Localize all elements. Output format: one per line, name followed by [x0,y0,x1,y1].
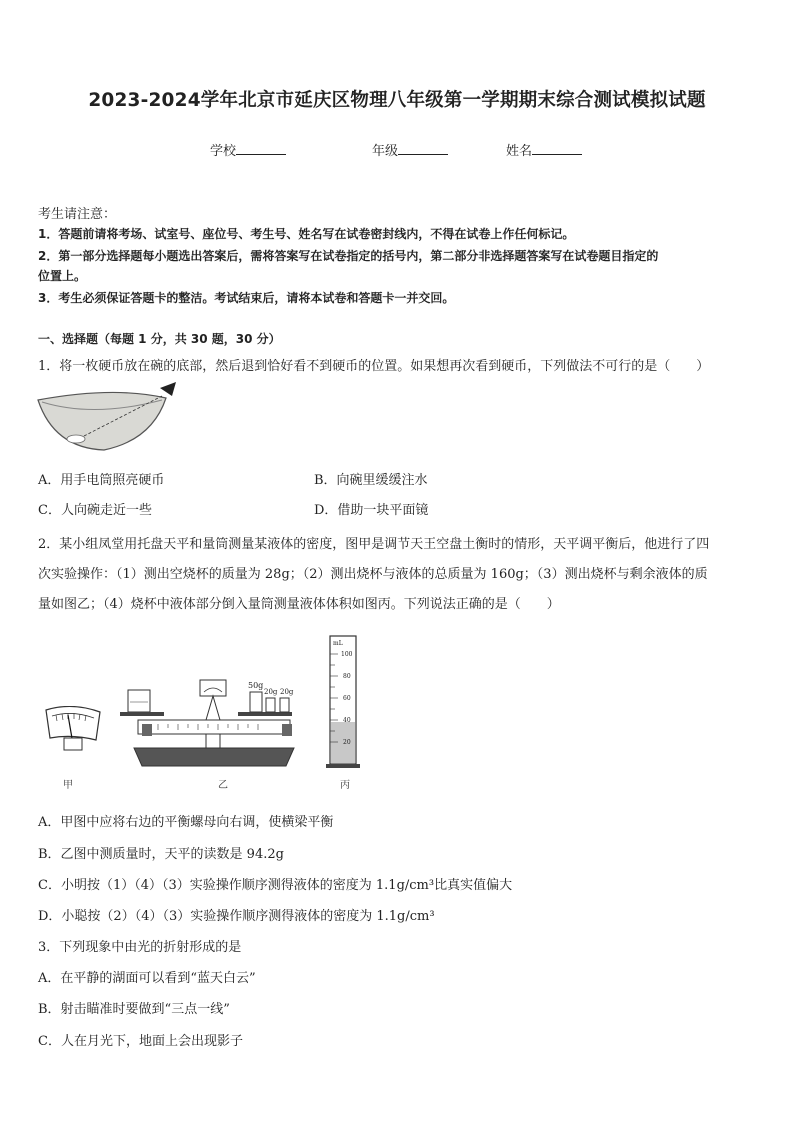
section-heading: 一、选择题（每题 1 分，共 30 题，30 分） [38,332,281,346]
notice-item-2-cont: 位置上。 [38,269,87,283]
grade-blank [398,142,448,155]
figure-label-yi: 乙 [218,780,228,791]
q1-option-c: C．人向碗走近一些 [38,503,152,518]
weight-label-1: 50g [248,681,264,690]
weight-label-3: 20g [280,688,294,696]
q3-stem: 3．下列现象中由光的折射形成的是 [38,940,242,955]
cylinder-figure [322,630,364,770]
figure-label-jia: 甲 [63,780,73,791]
q1-option-a: A．用手电筒照亮硬币 [38,473,165,488]
notice-item-1: 1．答题前请将考场、试室号、座位号、考生号、姓名写在试卷密封线内，不得在试卷上作任何标记。 [38,227,575,241]
school-label: 学校 [210,144,237,159]
q1-option-d: D．借助一块平面镜 [314,503,429,518]
cylinder-tick-20: 20 [343,739,351,746]
q2-option-c: C．小明按（1）（4）（3）实验操作顺序测得液体的密度为 1.1g/cm³比真实值偏大 [38,878,513,893]
cylinder-tick-100: 100 [341,651,353,658]
figure-label-bing: 丙 [340,780,350,791]
cylinder-tick-80: 80 [343,673,351,680]
cylinder-tick-40: 40 [343,717,351,724]
q3-option-b: B．射击瞄准时要做到“三点一线” [38,1002,230,1017]
weight-label-2: 20g [264,688,278,696]
q2-stem-line-1: 2．某小组凤堂用托盘天平和量筒测量某液体的密度，图甲是调节天王空盘土衡时的情形，天平调平衡后，他进行了四 [38,537,710,552]
notice-item-3: 3．考生必须保证答题卡的整洁。考试结束后，请将本试卷和答题卡一并交回。 [38,291,455,305]
bowl-figure [34,378,184,458]
q2-option-b: B．乙图中测质量时，天平的读数是 94.2g [38,847,284,862]
scale-pointer-figure [42,706,104,756]
grade-label: 年级 [372,144,399,159]
q2-stem-line-2: 次实验操作：（1）测出空烧杯的质量为 28g；（2）测出烧杯与液体的总质量为 160g；（3）测出烧杯与剩余液体的质 [38,567,708,582]
q3-option-a: A．在平静的湖面可以看到“蓝天白云” [38,971,256,986]
q1-stem: 1．将一枚硬币放在碗的底部，然后退到恰好看不到硬币的位置。如果想再次看到硬币，下列做法不可行的是（ ） [38,359,710,374]
school-field [210,140,286,159]
q2-stem-line-3: 量如图乙；（4）烧杯中液体部分倒入量筒测量液体体积如图丙。下列说法正确的是（ ） [38,597,560,612]
name-label: 姓名 [506,144,533,159]
notice-heading: 考生请注意： [38,207,117,222]
school-blank [236,142,286,155]
page-title: 2023-2024学年北京市延庆区物理八年级第一学期期末综合测试模拟试题 [88,90,706,111]
cylinder-unit: mL [333,640,343,647]
balance-figure [118,674,308,772]
name-field [506,140,582,159]
name-blank [532,142,582,155]
grade-field [372,140,448,159]
notice-item-2: 2．第一部分选择题每小题选出答案后，需将答案写在试卷指定的括号内，第二部分非选择题答案写在试卷题目指定的 [38,249,659,263]
cylinder-tick-60: 60 [343,695,351,702]
q2-option-a: A．甲图中应将右边的平衡螺母向右调，使横梁平衡 [38,815,334,830]
q3-option-c: C．人在月光下，地面上会出现影子 [38,1034,243,1049]
q1-option-b: B．向碗里缓缓注水 [314,473,428,488]
q2-option-d: D．小聪按（2）（4）（3）实验操作顺序测得液体的密度为 1.1g/cm³ [38,909,435,924]
